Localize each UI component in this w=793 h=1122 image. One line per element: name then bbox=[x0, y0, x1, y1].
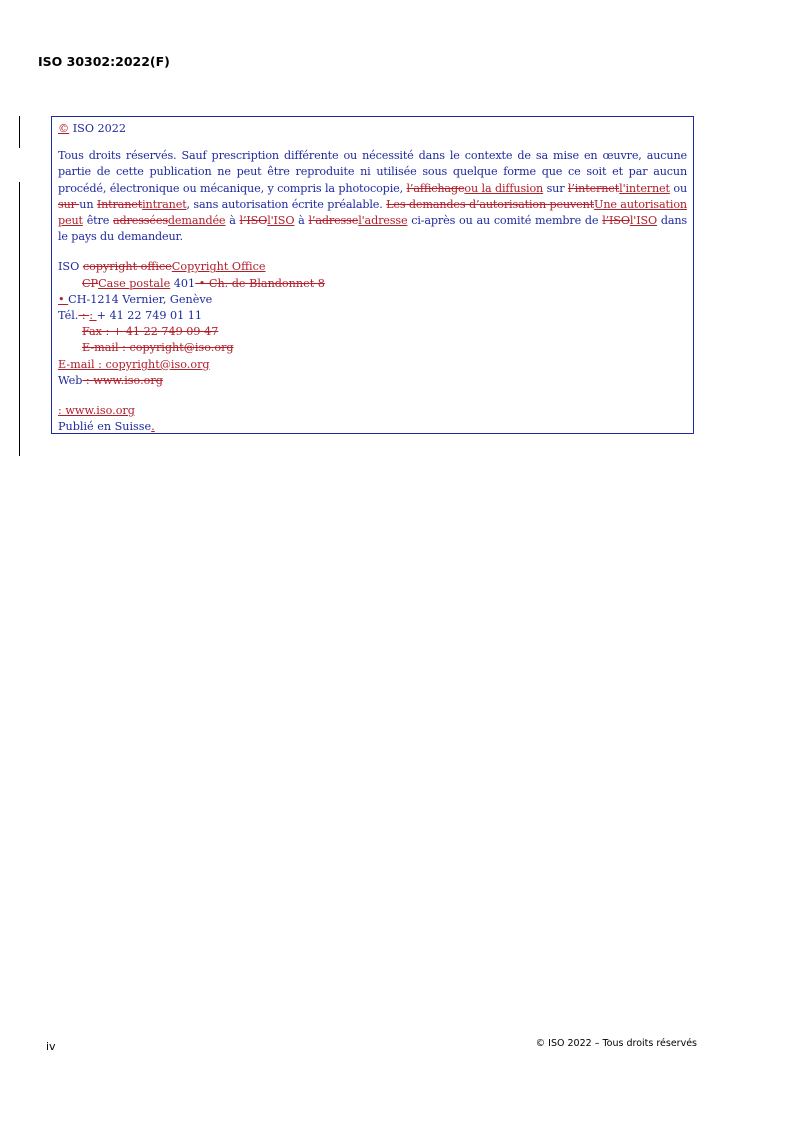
deleted-text: l’ISO bbox=[602, 214, 630, 228]
text: Tous droits réservés. Sauf prescription différente ou nécessité dans le contexte de sa mise en œuvre, aucune partie de cette publication ne peut être reproduite ni utilisée sous quelque forme que ce soit et par aucun procédé, électronique ou mécanique, y compris la photocopie, bbox=[58, 149, 687, 195]
inserted-text: l'adresse bbox=[358, 214, 408, 228]
address-web-new bbox=[58, 403, 687, 419]
inserted-text: l'ISO bbox=[267, 214, 295, 228]
text: un bbox=[79, 197, 97, 211]
copyright-line bbox=[58, 121, 687, 137]
inserted-text: Copyright Office bbox=[171, 260, 266, 274]
inserted-text: ou la diffusion bbox=[464, 181, 544, 195]
footer-copyright: © ISO 2022 – Tous droits réservés bbox=[535, 1038, 697, 1049]
inserted-text: Une autorisation peut bbox=[58, 197, 687, 228]
deleted-text: Les demandes d’autorisation peuvent bbox=[386, 197, 595, 211]
text: ci-après ou au comité membre de bbox=[407, 214, 603, 228]
deleted-text: adressées bbox=[113, 214, 168, 228]
deleted-text: Fax : + 41 22 749 09 47 bbox=[82, 325, 219, 339]
address-phone bbox=[58, 308, 687, 324]
address-web bbox=[58, 373, 687, 389]
address-box bbox=[58, 276, 687, 292]
deleted-text: : www.iso.org bbox=[82, 373, 163, 387]
text: dans le pays du demandeur. bbox=[58, 214, 687, 244]
text: , sans autorisation écrite préalable. bbox=[186, 197, 387, 211]
address-email-old bbox=[58, 340, 687, 356]
text: sur bbox=[543, 181, 568, 195]
deleted-text: l’internet bbox=[567, 181, 620, 195]
deleted-text: copyright office bbox=[82, 260, 172, 274]
inserted-text: demandée bbox=[167, 214, 226, 228]
text: 401 bbox=[170, 276, 196, 290]
inserted-text: . bbox=[151, 420, 155, 434]
change-bar bbox=[19, 116, 20, 148]
text: ou bbox=[669, 181, 687, 195]
deleted-text: CP bbox=[82, 276, 99, 290]
published-line bbox=[58, 419, 687, 435]
text: à bbox=[294, 214, 309, 228]
text: Publié en Suisse bbox=[58, 420, 152, 434]
deleted-text: Intranet bbox=[96, 197, 143, 211]
text: à bbox=[225, 214, 240, 228]
deleted-text: E-mail : copyright@iso.org bbox=[82, 341, 234, 355]
text: Web bbox=[58, 373, 83, 387]
deleted-text: : bbox=[78, 309, 90, 323]
deleted-text: • Ch. de Blandonnet 8 bbox=[195, 276, 325, 290]
document-id: ISO 30302:2022(F) bbox=[38, 54, 170, 69]
copyright-text: ISO 2022 bbox=[69, 122, 127, 135]
inserted-text: l'internet bbox=[619, 181, 670, 195]
deleted-text: l’adresse bbox=[308, 214, 359, 228]
deleted-text: l’ISO bbox=[239, 214, 268, 228]
copyright-notice-box bbox=[51, 116, 694, 434]
text: ISO bbox=[58, 260, 83, 274]
address-email bbox=[58, 357, 687, 373]
text: CH-1214 Vernier, Genève bbox=[68, 292, 213, 306]
inserted-text: © bbox=[58, 122, 70, 135]
rights-paragraph bbox=[58, 148, 687, 245]
text: être bbox=[82, 214, 113, 228]
inserted-text: intranet bbox=[142, 197, 187, 211]
page-number: iv bbox=[46, 1040, 56, 1053]
inserted-text: Case postale bbox=[98, 276, 171, 290]
address-city bbox=[58, 292, 687, 308]
deleted-text: l’affichage bbox=[406, 181, 465, 195]
deleted-text: sur bbox=[58, 197, 80, 211]
inserted-text: E-mail : copyright@iso.org bbox=[58, 357, 210, 371]
change-bar bbox=[19, 182, 20, 456]
address-office bbox=[58, 259, 687, 275]
inserted-text: : bbox=[89, 309, 97, 323]
address-fax bbox=[58, 324, 687, 340]
text: + 41 22 749 01 11 bbox=[96, 309, 203, 323]
inserted-text: : www.iso.org bbox=[58, 404, 135, 418]
inserted-text: l'ISO bbox=[629, 214, 658, 228]
text: Tél. bbox=[58, 309, 79, 323]
inserted-text: • bbox=[58, 292, 69, 306]
